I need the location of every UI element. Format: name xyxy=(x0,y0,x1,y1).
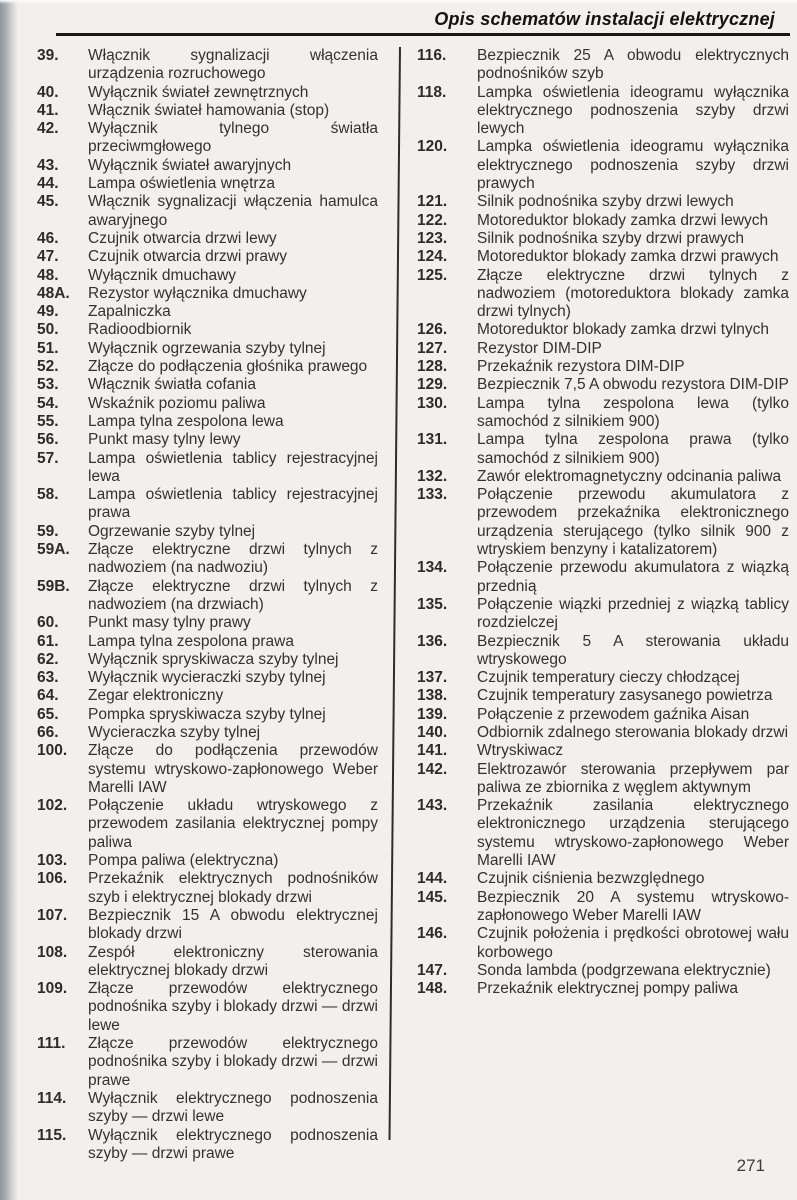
item-text: Włącznik sygnalizacji włączenia hamulca awaryjnego xyxy=(88,193,378,229)
list-item xyxy=(417,962,789,980)
item-text: Wskaźnik poziomu paliwa xyxy=(88,394,266,412)
list-item xyxy=(37,395,378,413)
item-text: Zegar elektroniczny xyxy=(88,687,224,705)
item-text: Włącznik sygnalizacji włączenia urządzenia rozruchowego xyxy=(88,47,378,83)
item-number: 137. xyxy=(417,669,448,687)
list-item xyxy=(417,761,789,798)
item-text: Połączenie wiązki przedniej z wiązką tablicy rozdzielczej xyxy=(477,595,789,632)
item-text: Czujnik otwarcia drzwi lewy xyxy=(88,229,277,247)
item-text: Lampka oświetlenia ideogramu wyłącznika elektrycznego podnoszenia szyby drzwi prawych xyxy=(477,138,789,193)
item-number: 129. xyxy=(417,376,448,394)
list-item xyxy=(37,523,378,541)
list-item xyxy=(37,248,378,266)
item-number: 59. xyxy=(37,522,59,540)
list-item xyxy=(37,614,378,632)
item-number: 48A. xyxy=(37,284,70,302)
item-text: Przekaźnik rezystora DIM-DIP xyxy=(477,358,685,376)
list-item xyxy=(417,870,789,888)
item-number: 51. xyxy=(37,339,59,357)
item-text: Motoreduktor blokady zamka drzwi prawych xyxy=(477,248,779,266)
item-number: 60. xyxy=(37,614,59,632)
item-text: Połączenie układu wtryskowego z przewodem zasilania elektrycznej pompy paliwa xyxy=(88,797,378,851)
list-item xyxy=(417,706,789,724)
item-text: Lampa tylna zespolona lewa (tylko samochód z silnikiem 900) xyxy=(477,394,789,430)
item-number: 122. xyxy=(417,211,448,229)
item-text: Czujnik otwarcia drzwi prawy xyxy=(88,248,287,266)
list-item xyxy=(417,248,789,266)
item-text: Wyłącznik dmuchawy xyxy=(88,266,237,284)
list-item xyxy=(417,925,789,962)
legend-column-left xyxy=(37,47,378,1163)
list-item xyxy=(37,742,378,797)
list-item xyxy=(37,175,378,193)
list-item xyxy=(37,413,378,431)
item-text: Bezpiecznik 20 A systemu wtryskowo-zapłonowego Weber Marelli IAW xyxy=(477,888,789,924)
item-text: Złącze do podłączenia głośnika prawego xyxy=(88,358,368,376)
list-item xyxy=(37,1035,378,1090)
list-item xyxy=(37,450,378,487)
list-item xyxy=(417,889,789,926)
list-item xyxy=(37,267,378,285)
list-item xyxy=(417,267,789,322)
list-item xyxy=(37,852,378,870)
item-text: Czujnik położenia i prędkości obrotowej wału korbowego xyxy=(477,925,789,961)
list-item xyxy=(417,138,789,193)
item-number: 108. xyxy=(37,943,68,961)
list-item xyxy=(417,742,789,760)
item-text: Silnik podnośnika szyby drzwi lewych xyxy=(477,193,734,211)
item-number: 136. xyxy=(417,632,448,650)
item-number: 43. xyxy=(37,156,59,174)
item-text: Złącze elektryczne drzwi tylnych z nadwoziem (na nadwoziu) xyxy=(88,541,378,577)
item-number: 47. xyxy=(37,248,59,266)
legend-column-right xyxy=(417,47,789,998)
item-number: 134. xyxy=(417,559,448,577)
item-number: 123. xyxy=(417,229,448,247)
item-number: 66. xyxy=(37,723,59,741)
list-item xyxy=(37,120,378,157)
item-text: Wyłącznik świateł zewnętrznych xyxy=(88,83,309,101)
item-number: 140. xyxy=(417,723,448,741)
item-number: 135. xyxy=(417,595,448,613)
item-text: Pompa paliwa (elektryczna) xyxy=(88,852,279,870)
item-number: 59B. xyxy=(37,577,70,595)
item-number: 143. xyxy=(417,797,448,815)
item-number: 59A. xyxy=(37,541,70,559)
item-text: Lampa oświetlenia wnętrza xyxy=(88,175,275,193)
item-text: Czujnik temperatury cieczy chłodzącej xyxy=(477,669,740,687)
item-text: Włącznik świateł hamowania (stop) xyxy=(88,101,330,119)
list-item xyxy=(37,431,378,449)
item-number: 65. xyxy=(37,705,59,723)
item-text: Złącze do podłączenia przewodów systemu wtryskowo-zapłonowego Weber Marelli IAW xyxy=(88,742,378,796)
list-item xyxy=(417,687,789,705)
item-text: Lampa tylna zespolona prawa xyxy=(88,632,294,650)
item-number: 131. xyxy=(417,431,448,449)
item-text: Wyłącznik spryskiwacza szyby tylnej xyxy=(88,650,339,668)
list-item xyxy=(417,84,789,139)
item-text: Czujnik temperatury zasysanego powietrza xyxy=(477,687,773,705)
item-number: 109. xyxy=(37,980,68,998)
item-number: 132. xyxy=(417,467,448,485)
page-header xyxy=(0,0,797,36)
item-number: 53. xyxy=(37,376,59,394)
item-number: 42. xyxy=(37,120,59,138)
list-item xyxy=(417,212,789,230)
list-item xyxy=(417,468,789,486)
item-number: 115. xyxy=(37,1126,67,1144)
list-item xyxy=(37,84,378,102)
item-text: Połączenie przewodu akumulatora z wiązką przednią xyxy=(477,559,789,595)
item-number: 56. xyxy=(37,431,59,449)
item-text: Przekaźnik elektrycznych podnośników szyb i elektrycznej blokady drzwi xyxy=(88,870,378,906)
list-item xyxy=(37,340,378,358)
page-title: Opis schematów instalacji elektrycznej xyxy=(434,9,775,29)
item-number: 49. xyxy=(37,303,59,321)
item-number: 48. xyxy=(37,266,59,284)
item-number: 100. xyxy=(37,742,68,760)
item-text: Sonda lambda (podgrzewana elektrycznie) xyxy=(477,961,771,979)
item-number: 41. xyxy=(37,101,59,119)
item-text: Elektrozawór sterowania przepływem par paliwa ze zbiornika z węglem aktywnym xyxy=(477,760,789,796)
list-item xyxy=(37,285,378,303)
item-text: Rezystor wyłącznika dmuchawy xyxy=(88,284,307,302)
item-text: Włącznik światła cofania xyxy=(88,376,256,394)
item-number: 64. xyxy=(37,687,59,705)
list-item xyxy=(417,633,789,670)
item-text: Bezpiecznik 15 A obwodu elektrycznej blokady drzwi xyxy=(88,906,378,943)
list-item xyxy=(37,541,378,578)
list-item xyxy=(37,633,378,651)
item-number: 133. xyxy=(417,486,448,504)
item-number: 118. xyxy=(417,83,447,101)
item-number: 125. xyxy=(417,266,448,284)
list-item xyxy=(417,596,789,633)
item-text: Wyłącznik wycieraczki szyby tylnej xyxy=(88,669,326,687)
list-item xyxy=(417,724,789,742)
item-text: Rezystor DIM-DIP xyxy=(477,339,602,357)
item-number: 116. xyxy=(417,47,447,64)
item-text: Przekaźnik zasilania elektrycznego elektronicznego urządzenia sterującego systemu wtryskowo-zapłonowego Weber Marelli IAW xyxy=(477,797,789,870)
list-item xyxy=(417,797,789,870)
item-number: 63. xyxy=(37,669,59,687)
list-item xyxy=(417,669,789,687)
item-number: 57. xyxy=(37,449,59,467)
list-item xyxy=(37,907,378,944)
list-item xyxy=(37,1127,378,1164)
item-number: 126. xyxy=(417,321,448,339)
item-text: Przekaźnik elektrycznej pompy paliwa xyxy=(477,980,739,998)
list-item xyxy=(37,870,378,907)
item-text: Połączenie z przewodem gaźnika Aisan xyxy=(477,705,750,723)
item-text: Zapalniczka xyxy=(88,303,171,321)
item-text: Lampka oświetlenia ideogramu wyłącznika elektrycznego podnoszenia szyby drzwi lewych xyxy=(477,83,789,138)
list-item xyxy=(37,358,378,376)
list-item xyxy=(37,797,378,852)
list-item xyxy=(37,980,378,1035)
item-number: 107. xyxy=(37,906,68,924)
item-number: 145. xyxy=(417,888,448,906)
list-item xyxy=(37,157,378,175)
item-number: 124. xyxy=(417,248,448,266)
item-text: Czujnik ciśnienia bezwzględnego xyxy=(477,870,705,888)
item-text: Bezpiecznik 5 A sterowania układu wtryskowego xyxy=(477,632,789,668)
item-number: 128. xyxy=(417,358,448,376)
item-text: Punkt masy tylny prawy xyxy=(88,614,251,632)
list-item xyxy=(37,578,378,615)
item-text: Lampa oświetlenia tablicy rejestracyjnej lewa xyxy=(88,449,378,485)
item-text: Złącze elektryczne drzwi tylnych z nadwoziem (motoreduktora blokady zamka drzwi tylnych) xyxy=(477,266,789,321)
item-number: 62. xyxy=(37,650,59,668)
item-text: Bezpiecznik 25 A obwodu elektrycznych podnośników szyb xyxy=(477,47,789,83)
item-number: 130. xyxy=(417,394,448,412)
list-item xyxy=(417,559,789,596)
item-number: 45. xyxy=(37,193,59,211)
item-number: 39. xyxy=(37,47,59,64)
item-number: 58. xyxy=(37,486,59,504)
item-text: Odbiornik zdalnego sterowania blokady drzwi xyxy=(477,723,789,741)
item-number: 102. xyxy=(37,797,68,815)
list-item xyxy=(417,47,789,84)
list-item xyxy=(37,651,378,669)
item-text: Zawór elektromagnetyczny odcinania paliwa xyxy=(477,467,782,485)
item-text: Zespół elektroniczny sterowania elektrycznej blokady drzwi xyxy=(88,943,378,979)
item-number: 54. xyxy=(37,394,59,412)
item-text: Połączenie przewodu akumulatora z przewodem przekaźnika elektronicznego urządzenia sterującego (tylko silnik 900 z wtryskiem benzyny i katalizatorem) xyxy=(477,486,789,559)
list-item xyxy=(417,340,789,358)
item-number: 121. xyxy=(417,193,448,211)
item-number: 103. xyxy=(37,852,68,870)
list-item xyxy=(417,321,789,339)
item-text: Wyłącznik elektrycznego podnoszenia szyby — drzwi lewe xyxy=(88,1089,378,1126)
list-item xyxy=(417,230,789,248)
column-divider xyxy=(389,47,401,1140)
list-item xyxy=(37,944,378,981)
item-text: Motoreduktor blokady zamka drzwi lewych xyxy=(477,211,769,229)
item-number: 120. xyxy=(417,138,448,156)
item-number: 139. xyxy=(417,705,448,723)
item-number: 55. xyxy=(37,412,59,430)
list-item xyxy=(37,47,378,84)
list-item xyxy=(417,431,789,468)
list-item xyxy=(37,486,378,523)
item-text: Wyłącznik świateł awaryjnych xyxy=(88,156,292,174)
item-text: Ogrzewanie szyby tylnej xyxy=(88,522,256,540)
item-text: Lampa tylna zespolona lewa xyxy=(88,412,284,430)
item-number: 50. xyxy=(37,321,59,339)
item-number: 61. xyxy=(37,632,59,650)
list-item xyxy=(37,706,378,724)
item-number: 147. xyxy=(417,961,448,979)
item-text: Bezpiecznik 7,5 A obwodu rezystora DIM-DIP xyxy=(477,376,789,394)
item-number: 111. xyxy=(37,1035,66,1053)
list-item xyxy=(417,980,789,998)
list-item xyxy=(37,669,378,687)
item-number: 40. xyxy=(37,83,59,101)
item-text: Radioodbiornik xyxy=(88,321,192,339)
item-text: Złącze przewodów elektrycznego podnośnika szyby i blokady drzwi — drzwi prawe xyxy=(88,1035,378,1089)
item-number: 46. xyxy=(37,229,59,247)
list-item xyxy=(37,303,378,321)
item-number: 144. xyxy=(417,870,448,888)
item-text: Lampa tylna zespolona prawa (tylko samochód z silnikiem 900) xyxy=(477,431,789,467)
scan-edge-left xyxy=(0,0,18,1200)
list-item xyxy=(417,395,789,432)
item-text: Złącze elektryczne drzwi tylnych z nadwoziem (na drzwiach) xyxy=(88,577,378,613)
item-number: 44. xyxy=(37,175,59,193)
item-number: 52. xyxy=(37,358,59,376)
item-text: Złącze przewodów elektrycznego podnośnika szyby i blokady drzwi — drzwi lewe xyxy=(88,980,378,1034)
item-text: Motoreduktor blokady zamka drzwi tylnych xyxy=(477,321,770,339)
item-text: Wyłącznik tylnego światła przeciwmgłowego xyxy=(88,120,378,156)
item-number: 114. xyxy=(37,1089,67,1107)
list-item xyxy=(37,193,378,230)
list-item xyxy=(417,376,789,394)
item-text: Wyłącznik ogrzewania szyby tylnej xyxy=(88,339,326,357)
list-item xyxy=(37,687,378,705)
item-number: 141. xyxy=(417,742,448,760)
header-rule xyxy=(56,33,790,36)
page-number: 271 xyxy=(736,1156,765,1175)
item-number: 106. xyxy=(37,870,68,888)
list-item xyxy=(37,321,378,339)
item-text: Wtryskiwacz xyxy=(477,742,564,760)
item-text: Pompka spryskiwacza szyby tylnej xyxy=(88,705,326,723)
item-text: Punkt masy tylny lewy xyxy=(88,431,241,449)
item-number: 138. xyxy=(417,687,448,705)
list-item xyxy=(37,1090,378,1127)
item-number: 148. xyxy=(417,980,448,998)
item-number: 127. xyxy=(417,339,448,357)
item-text: Wyłącznik elektrycznego podnoszenia szyby — drzwi prawe xyxy=(88,1126,378,1162)
list-item xyxy=(37,102,378,120)
item-number: 142. xyxy=(417,760,448,778)
list-item xyxy=(417,358,789,376)
list-item xyxy=(37,376,378,394)
list-item xyxy=(417,193,789,211)
item-text: Lampa oświetlenia tablicy rejestracyjnej prawa xyxy=(88,486,378,522)
item-text: Silnik podnośnika szyby drzwi prawych xyxy=(477,229,745,247)
list-item xyxy=(417,486,789,559)
list-item xyxy=(37,724,378,742)
item-number: 146. xyxy=(417,925,448,943)
list-item xyxy=(37,230,378,248)
item-text: Wycieraczka szyby tylnej xyxy=(88,723,261,741)
